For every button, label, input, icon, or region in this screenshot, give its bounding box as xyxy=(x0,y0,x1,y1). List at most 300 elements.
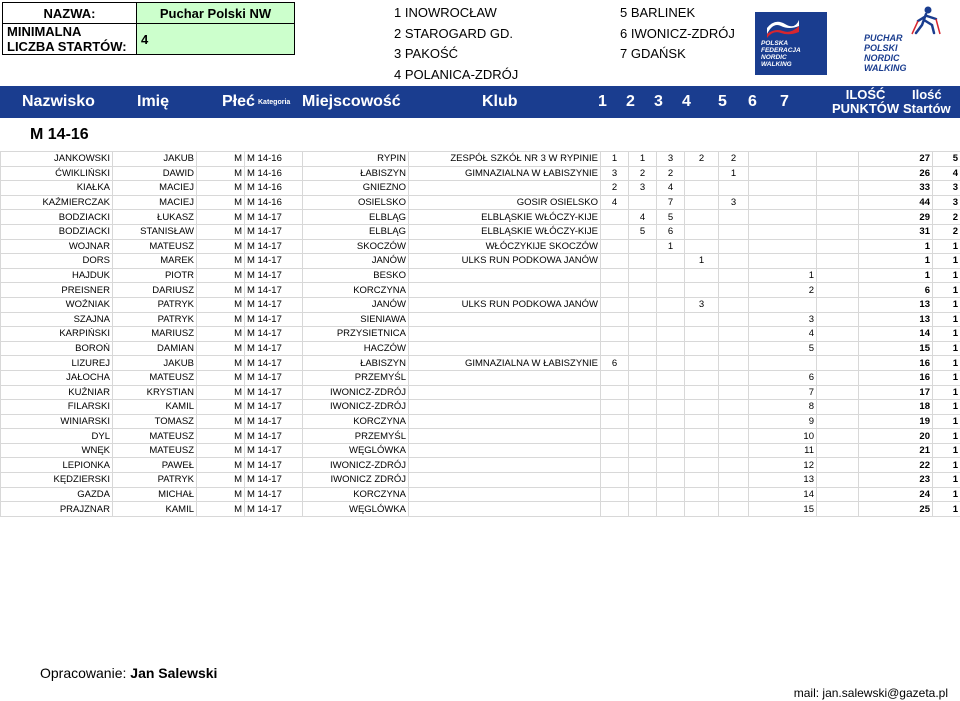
table-cell: 15 xyxy=(859,341,933,356)
table-cell xyxy=(601,502,629,517)
table-cell: PATRYK xyxy=(113,297,197,312)
table-cell: 4 xyxy=(749,327,817,342)
header-col-5: 5 xyxy=(718,93,727,110)
table-cell: ZESPÓŁ SZKÓŁ NR 3 W RYPINIE xyxy=(409,152,601,167)
table-cell xyxy=(685,487,719,502)
min-starts-label: MINIMALNA LICZBA STARTÓW: xyxy=(3,24,137,55)
table-row xyxy=(1,166,960,181)
table-cell xyxy=(629,385,657,400)
table-cell xyxy=(629,502,657,517)
table-cell xyxy=(817,283,859,298)
table-cell: 22 xyxy=(859,458,933,473)
table-cell: M 14-17 xyxy=(245,400,303,415)
town-2: 2 STAROGARD GD. xyxy=(394,25,513,41)
table-cell: ELBLĄSKIE WŁÓCZY-KIJE xyxy=(409,224,601,239)
table-cell: STANISŁAW xyxy=(113,224,197,239)
table-cell: 3 xyxy=(629,181,657,196)
table-cell: 5 xyxy=(933,152,960,167)
table-cell xyxy=(601,254,629,269)
table-cell: 2 xyxy=(933,224,960,239)
name-label: NAZWA: xyxy=(3,3,137,24)
table-cell: JAKUB xyxy=(113,356,197,371)
table-cell xyxy=(685,341,719,356)
table-cell: GIMNAZIALNA W ŁABISZYNIE xyxy=(409,166,601,181)
table-cell: M xyxy=(197,152,245,167)
table-cell xyxy=(601,385,629,400)
table-cell: 1 xyxy=(749,268,817,283)
town-7: 7 GDAŃSK xyxy=(620,46,686,61)
table-cell xyxy=(719,400,749,415)
table-cell: JAŁOCHA xyxy=(1,370,113,385)
table-cell xyxy=(629,400,657,415)
table-cell: 13 xyxy=(859,297,933,312)
table-cell xyxy=(817,166,859,181)
table-cell xyxy=(601,224,629,239)
table-cell xyxy=(817,356,859,371)
table-cell: KORCZYNA xyxy=(303,487,409,502)
table-cell xyxy=(817,370,859,385)
table-cell: BOROŃ xyxy=(1,341,113,356)
table-cell xyxy=(817,341,859,356)
table-cell xyxy=(601,414,629,429)
table-cell: JANÓW xyxy=(303,254,409,269)
header-ilosc-punktow: ILOŚĆ PUNKTÓW xyxy=(832,87,900,116)
table-cell xyxy=(719,356,749,371)
table-cell xyxy=(629,487,657,502)
table-cell: M xyxy=(197,356,245,371)
table-cell: 3 xyxy=(749,312,817,327)
table-cell xyxy=(629,356,657,371)
table-row xyxy=(1,429,960,444)
table-cell: M xyxy=(197,327,245,342)
table-cell xyxy=(409,473,601,488)
table-cell: 21 xyxy=(859,443,933,458)
table-cell xyxy=(409,181,601,196)
table-cell: 9 xyxy=(749,414,817,429)
table-cell: 1 xyxy=(933,327,960,342)
table-row xyxy=(1,370,960,385)
table-cell xyxy=(657,254,685,269)
table-cell xyxy=(601,429,629,444)
table-cell xyxy=(719,473,749,488)
table-cell: ULKS RUN PODKOWA JANÓW xyxy=(409,254,601,269)
table-cell: KRYSTIAN xyxy=(113,385,197,400)
table-cell xyxy=(601,400,629,415)
table-cell: SZAJNA xyxy=(1,312,113,327)
table-cell: 1 xyxy=(933,370,960,385)
table-cell: M 14-17 xyxy=(245,327,303,342)
pfnw-logo: POLSKA FEDERACJA NORDIC WALKING xyxy=(755,12,827,75)
table-cell: 24 xyxy=(859,487,933,502)
town-4: 4 POLANICA-ZDRÓJ xyxy=(394,66,519,82)
table-cell: 1 xyxy=(657,239,685,254)
table-cell xyxy=(749,356,817,371)
table-cell xyxy=(749,210,817,225)
table-cell: M 14-17 xyxy=(245,429,303,444)
table-cell: 2 xyxy=(629,166,657,181)
table-cell xyxy=(409,312,601,327)
table-row xyxy=(1,443,960,458)
table-cell xyxy=(629,327,657,342)
table-cell xyxy=(601,239,629,254)
table-cell: RYPIN xyxy=(303,152,409,167)
table-cell xyxy=(749,297,817,312)
table-cell: ELBLĄG xyxy=(303,210,409,225)
table-cell: KUŹNIAR xyxy=(1,385,113,400)
table-cell: 1 xyxy=(933,312,960,327)
table-cell: 1 xyxy=(933,297,960,312)
header-imie: Imię xyxy=(137,93,170,110)
table-cell xyxy=(409,487,601,502)
table-cell: 1 xyxy=(933,473,960,488)
table-cell: GOSIR OSIELSKO xyxy=(409,195,601,210)
table-cell: KORCZYNA xyxy=(303,414,409,429)
table-cell: 1 xyxy=(933,429,960,444)
table-cell: M 14-17 xyxy=(245,502,303,517)
table-cell: M 14-16 xyxy=(245,195,303,210)
table-cell: PAWEŁ xyxy=(113,458,197,473)
table-cell: KAMIL xyxy=(113,400,197,415)
table-cell: 14 xyxy=(749,487,817,502)
town-3: 3 PAKOŚĆ xyxy=(394,46,459,61)
table-cell: HACZÓW xyxy=(303,341,409,356)
table-cell: WĘGLÓWKA xyxy=(303,502,409,517)
table-cell: 16 xyxy=(859,370,933,385)
table-cell: M xyxy=(197,458,245,473)
header-ilosc-startow: Ilość Startów xyxy=(903,87,951,116)
table-cell: IWONICZ ZDRÓJ xyxy=(303,473,409,488)
table-cell: 12 xyxy=(749,458,817,473)
table-cell xyxy=(817,327,859,342)
table-row xyxy=(1,195,960,210)
table-row xyxy=(1,283,960,298)
table-cell xyxy=(719,458,749,473)
table-cell xyxy=(685,356,719,371)
table-cell: MATEUSZ xyxy=(113,239,197,254)
table-cell: M xyxy=(197,268,245,283)
table-cell xyxy=(657,487,685,502)
table-cell xyxy=(817,254,859,269)
table-cell: 44 xyxy=(859,195,933,210)
table-cell xyxy=(817,487,859,502)
table-cell xyxy=(409,414,601,429)
table-cell: 6 xyxy=(601,356,629,371)
table-cell xyxy=(719,414,749,429)
table-cell xyxy=(601,458,629,473)
table-cell xyxy=(685,181,719,196)
table-cell xyxy=(685,224,719,239)
table-cell: DORS xyxy=(1,254,113,269)
table-cell xyxy=(817,385,859,400)
table-cell: ĆWIKLIŃSKI xyxy=(1,166,113,181)
table-cell: 15 xyxy=(749,502,817,517)
table-cell: 1 xyxy=(933,458,960,473)
table-row xyxy=(1,385,960,400)
table-cell xyxy=(685,239,719,254)
prepared-name: Jan Salewski xyxy=(130,665,218,681)
table-cell: M xyxy=(197,487,245,502)
table-cell: M 14-17 xyxy=(245,268,303,283)
table-cell: GAZDA xyxy=(1,487,113,502)
table-cell: 8 xyxy=(749,400,817,415)
table-cell xyxy=(601,487,629,502)
table-cell xyxy=(719,268,749,283)
table-cell: M 14-16 xyxy=(245,166,303,181)
table-cell: 4 xyxy=(601,195,629,210)
table-cell: 1 xyxy=(719,166,749,181)
table-cell: 1 xyxy=(933,268,960,283)
table-cell: M xyxy=(197,429,245,444)
table-cell: 3 xyxy=(685,297,719,312)
table-cell xyxy=(817,268,859,283)
table-row xyxy=(1,224,960,239)
header-col-6: 6 xyxy=(748,93,757,110)
table-cell xyxy=(657,473,685,488)
table-cell: ŁABISZYN xyxy=(303,356,409,371)
table-cell xyxy=(719,297,749,312)
table-cell xyxy=(409,283,601,298)
table-cell xyxy=(685,502,719,517)
table-cell xyxy=(817,429,859,444)
table-cell: GNIEZNO xyxy=(303,181,409,196)
header-col-2: 2 xyxy=(626,93,635,110)
table-cell: 29 xyxy=(859,210,933,225)
table-row xyxy=(1,473,960,488)
table-cell: 2 xyxy=(685,152,719,167)
table-cell xyxy=(657,502,685,517)
table-cell xyxy=(657,283,685,298)
category-title: M 14-16 xyxy=(30,126,89,143)
table-cell xyxy=(629,443,657,458)
table-row xyxy=(1,181,960,196)
table-cell xyxy=(657,400,685,415)
town-1: 1 INOWROCŁAW xyxy=(394,5,497,20)
table-cell: 1 xyxy=(933,239,960,254)
table-cell xyxy=(409,268,601,283)
table-cell: M 14-17 xyxy=(245,473,303,488)
table-row xyxy=(1,239,960,254)
table-cell: 1 xyxy=(933,400,960,415)
table-cell: 1 xyxy=(933,487,960,502)
table-cell xyxy=(409,443,601,458)
table-cell xyxy=(749,152,817,167)
table-cell: M 14-17 xyxy=(245,239,303,254)
table-cell xyxy=(657,414,685,429)
table-cell: 16 xyxy=(859,356,933,371)
table-cell xyxy=(601,283,629,298)
prepared-by xyxy=(40,665,217,681)
table-cell xyxy=(817,239,859,254)
table-cell: ŁABISZYN xyxy=(303,166,409,181)
table-cell: 4 xyxy=(629,210,657,225)
table-cell: WĘGLÓWKA xyxy=(303,443,409,458)
table-cell: 1 xyxy=(859,239,933,254)
table-row xyxy=(1,210,960,225)
table-cell xyxy=(657,385,685,400)
table-cell xyxy=(685,268,719,283)
table-cell xyxy=(719,283,749,298)
table-cell: M xyxy=(197,341,245,356)
table-cell xyxy=(685,458,719,473)
table-cell xyxy=(601,268,629,283)
header-col-7: 7 xyxy=(780,93,789,110)
table-cell xyxy=(409,341,601,356)
table-cell: DAWID xyxy=(113,166,197,181)
table-cell xyxy=(629,370,657,385)
table-cell: DAMIAN xyxy=(113,341,197,356)
table-cell xyxy=(817,181,859,196)
table-row xyxy=(1,487,960,502)
table-cell xyxy=(817,312,859,327)
table-cell xyxy=(629,254,657,269)
table-cell: 6 xyxy=(859,283,933,298)
table-cell xyxy=(817,195,859,210)
table-cell xyxy=(817,297,859,312)
table-cell: 2 xyxy=(749,283,817,298)
table-cell: 25 xyxy=(859,502,933,517)
table-cell: M 14-17 xyxy=(245,297,303,312)
table-cell xyxy=(601,312,629,327)
table-cell xyxy=(719,370,749,385)
table-cell xyxy=(409,400,601,415)
table-cell: IWONICZ-ZDRÓJ xyxy=(303,385,409,400)
table-cell: M xyxy=(197,224,245,239)
table-cell: M 14-16 xyxy=(245,152,303,167)
table-cell xyxy=(657,297,685,312)
table-cell: 1 xyxy=(933,443,960,458)
table-cell: 7 xyxy=(657,195,685,210)
table-cell: 19 xyxy=(859,414,933,429)
header-plec: Płeć xyxy=(222,93,255,110)
table-cell xyxy=(409,327,601,342)
table-cell: MATEUSZ xyxy=(113,429,197,444)
table-cell xyxy=(685,312,719,327)
table-cell: MATEUSZ xyxy=(113,443,197,458)
table-cell xyxy=(719,224,749,239)
table-cell xyxy=(685,414,719,429)
table-cell xyxy=(719,341,749,356)
table-cell: PIOTR xyxy=(113,268,197,283)
header-col-3: 3 xyxy=(654,93,663,110)
table-cell: LIZUREJ xyxy=(1,356,113,371)
table-cell: M xyxy=(197,385,245,400)
table-cell: M xyxy=(197,254,245,269)
table-cell xyxy=(657,370,685,385)
table-cell xyxy=(817,443,859,458)
table-cell: M xyxy=(197,400,245,415)
table-cell xyxy=(719,327,749,342)
table-row xyxy=(1,356,960,371)
table-cell: M 14-17 xyxy=(245,487,303,502)
table-cell xyxy=(719,312,749,327)
table-cell: 1 xyxy=(685,254,719,269)
table-cell: WOJNAR xyxy=(1,239,113,254)
table-cell xyxy=(601,443,629,458)
table-cell: GIMNAZIALNA W ŁABISZYNIE xyxy=(409,356,601,371)
table-row xyxy=(1,341,960,356)
table-row xyxy=(1,297,960,312)
table-cell xyxy=(657,327,685,342)
table-cell xyxy=(409,385,601,400)
table-cell xyxy=(685,429,719,444)
table-cell xyxy=(629,312,657,327)
table-cell: ŁUKASZ xyxy=(113,210,197,225)
table-cell: M xyxy=(197,166,245,181)
table-cell xyxy=(685,195,719,210)
table-row xyxy=(1,312,960,327)
table-cell: 3 xyxy=(601,166,629,181)
table-cell: M xyxy=(197,297,245,312)
table-cell: 5 xyxy=(629,224,657,239)
table-cell: M 14-17 xyxy=(245,210,303,225)
town-6: 6 IWONICZ-ZDRÓJ xyxy=(620,25,735,41)
table-cell: 5 xyxy=(749,341,817,356)
table-cell xyxy=(657,341,685,356)
table-cell: 5 xyxy=(657,210,685,225)
table-cell: 1 xyxy=(629,152,657,167)
table-cell: 1 xyxy=(601,152,629,167)
table-cell: M 14-17 xyxy=(245,414,303,429)
header-col-1: 1 xyxy=(598,93,607,110)
table-cell: MACIEJ xyxy=(113,181,197,196)
table-row xyxy=(1,400,960,415)
table-cell: KIAŁKA xyxy=(1,181,113,196)
table-row xyxy=(1,502,960,517)
table-cell: M xyxy=(197,502,245,517)
ppnw-logo: PUCHAR POLSKI NORDIC WALKING xyxy=(862,5,952,77)
table-row xyxy=(1,458,960,473)
table-cell: WOŹNIAK xyxy=(1,297,113,312)
table-cell: KAŹMIERCZAK xyxy=(1,195,113,210)
table-cell: MICHAŁ xyxy=(113,487,197,502)
table-cell xyxy=(629,429,657,444)
table-cell: SIENIAWA xyxy=(303,312,409,327)
table-cell: 27 xyxy=(859,152,933,167)
table-cell: 10 xyxy=(749,429,817,444)
table-cell: 31 xyxy=(859,224,933,239)
table-row xyxy=(1,414,960,429)
table-cell: HAJDUK xyxy=(1,268,113,283)
table-cell: 3 xyxy=(933,195,960,210)
table-cell: 2 xyxy=(601,181,629,196)
table-cell: PRZYSIETNICA xyxy=(303,327,409,342)
table-cell xyxy=(817,414,859,429)
table-cell: M xyxy=(197,312,245,327)
table-cell xyxy=(817,210,859,225)
table-cell xyxy=(601,473,629,488)
table-cell: KARPIŃSKI xyxy=(1,327,113,342)
table-cell xyxy=(817,502,859,517)
table-cell: ELBLĄSKIE WŁÓCZY-KIJE xyxy=(409,210,601,225)
table-cell xyxy=(629,283,657,298)
table-cell: M 14-17 xyxy=(245,341,303,356)
towns-list-1 xyxy=(394,3,518,85)
table-cell xyxy=(719,181,749,196)
header-col-4: 4 xyxy=(682,93,691,110)
table-cell: 23 xyxy=(859,473,933,488)
table-row xyxy=(1,327,960,342)
table-cell: JANÓW xyxy=(303,297,409,312)
table-cell: PATRYK xyxy=(113,473,197,488)
table-cell: ULKS RUN PODKOWA JANÓW xyxy=(409,297,601,312)
table-cell xyxy=(817,224,859,239)
table-cell: M xyxy=(197,239,245,254)
table-cell xyxy=(601,341,629,356)
table-cell: M 14-17 xyxy=(245,385,303,400)
table-cell: M 14-17 xyxy=(245,224,303,239)
table-cell: 4 xyxy=(933,166,960,181)
table-cell xyxy=(685,210,719,225)
